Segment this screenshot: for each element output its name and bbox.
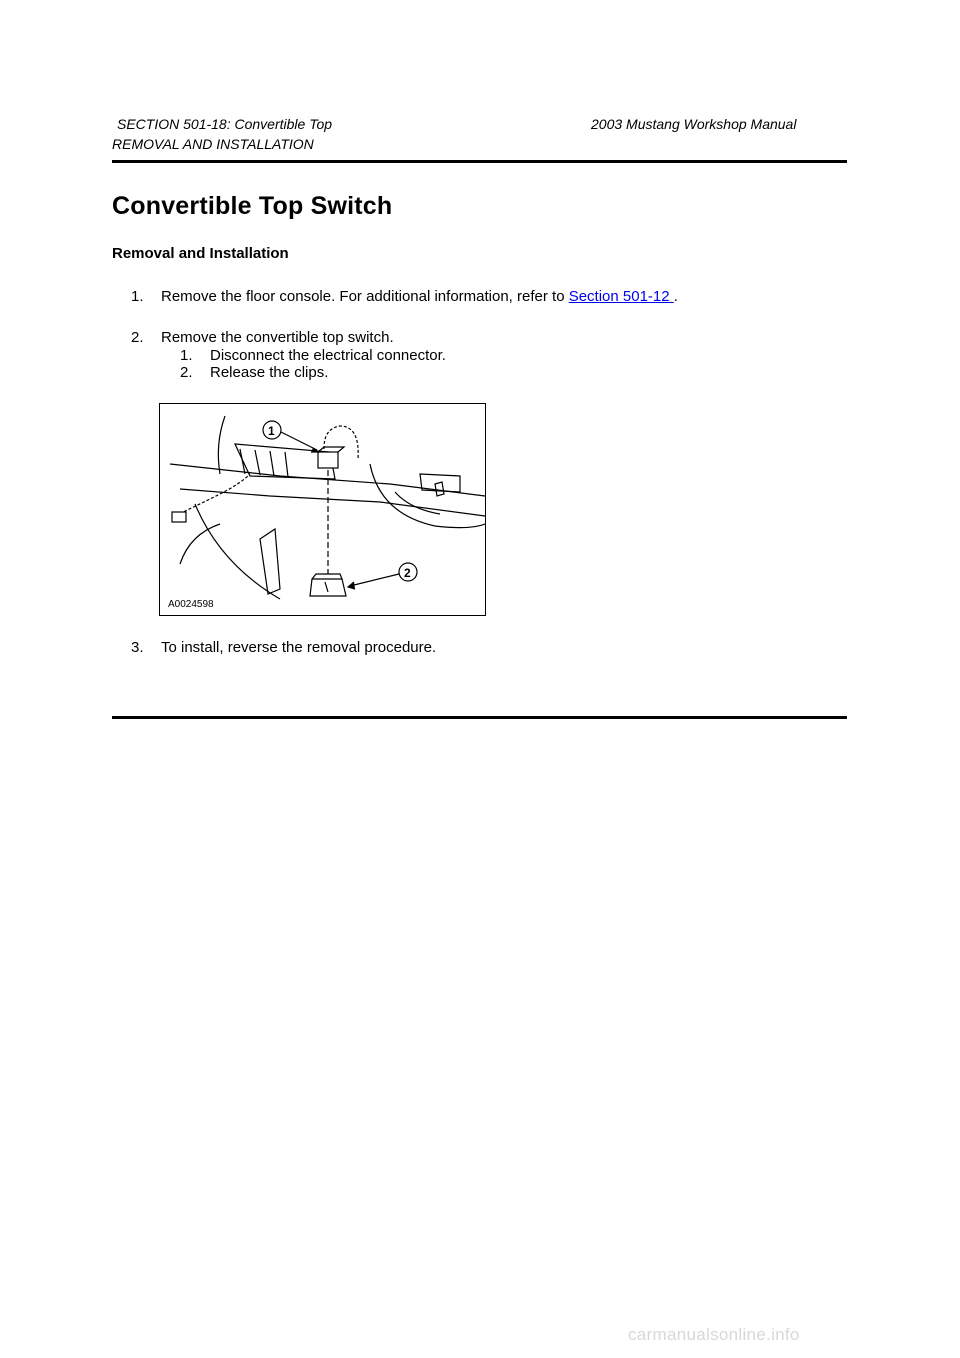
callout-2-label: 2 — [404, 566, 411, 580]
figure-id-label: A0024598 — [168, 599, 214, 610]
step-number: 1. — [131, 288, 144, 305]
step-text: To install, reverse the removal procedure. — [161, 639, 437, 656]
callout-1-label: 1 — [268, 424, 275, 438]
watermark: carmanualsonline.info — [628, 1325, 800, 1344]
substep-number: 2. — [180, 364, 193, 381]
substep-text: Release the clips. — [210, 364, 329, 381]
step-text — [161, 288, 678, 305]
procedure-subtitle: Removal and Installation — [112, 245, 289, 262]
step-text-body: Remove the floor console. For additional information, refer to — [161, 288, 569, 305]
page-title: Convertible Top Switch — [112, 192, 393, 220]
header-subheader: REMOVAL AND INSTALLATION — [112, 136, 314, 152]
substep-text: Disconnect the electrical connector. — [210, 347, 446, 364]
switch-removal-illustration — [159, 403, 486, 616]
step-text-end: . — [673, 288, 678, 305]
substep-number: 1. — [180, 347, 193, 364]
step-text: Remove the convertible top switch. — [161, 329, 394, 346]
section-501-12-link[interactable]: Section 501-12 — [568, 288, 674, 305]
header-divider — [112, 160, 847, 163]
step-number: 2. — [131, 329, 144, 346]
step-number: 3. — [131, 639, 144, 656]
footer-divider — [112, 716, 847, 719]
illustration-drawing — [160, 404, 485, 615]
header-section-title: SECTION 501-18: Convertible Top — [117, 116, 333, 132]
header-manual-title: 2003 Mustang Workshop Manual — [591, 116, 797, 132]
